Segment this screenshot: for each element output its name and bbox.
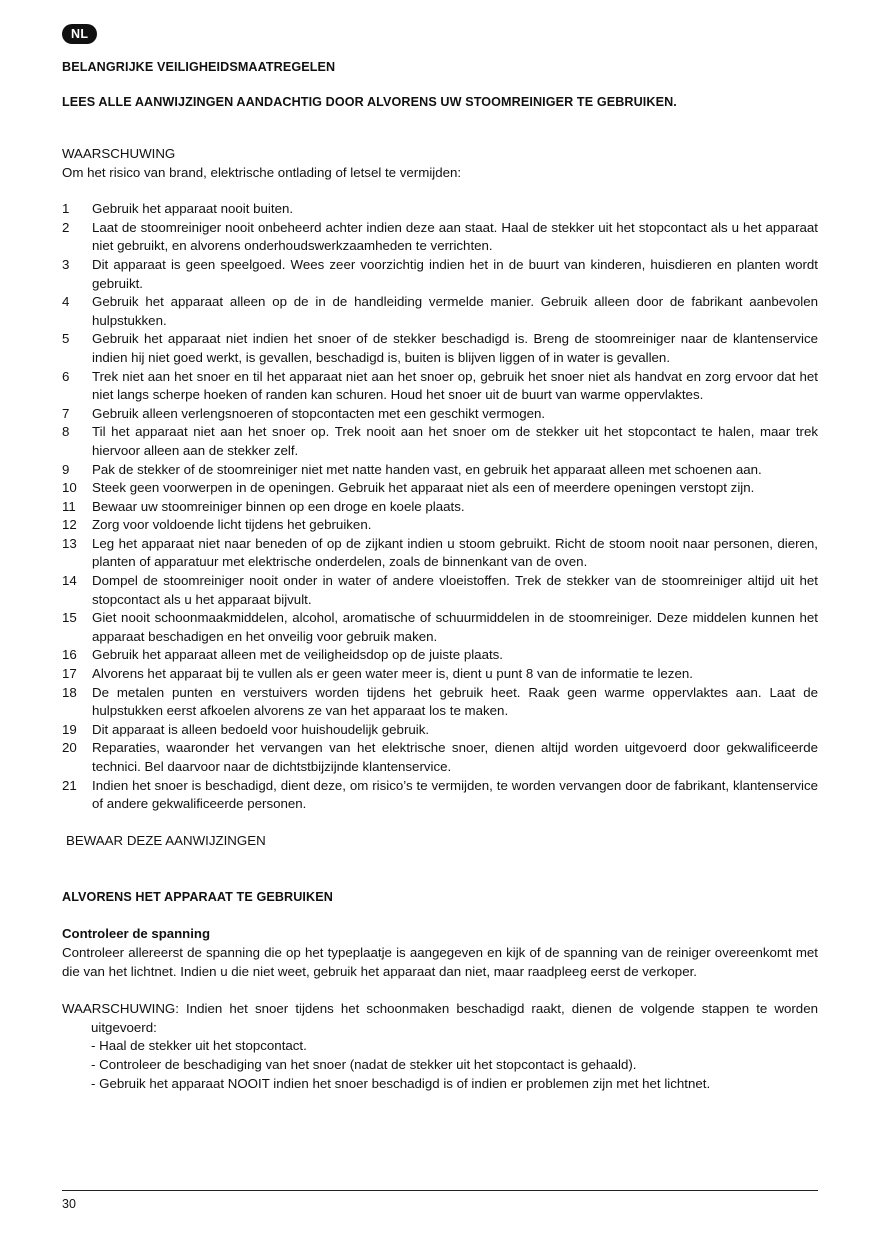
list-item-number: 4 — [62, 294, 70, 310]
voltage-paragraph: Controleer allereerst de spanning die op het typeplaatje is aangegeven en kijk of de spanning van de reiniger overeenkomt met die van het lichtnet. Indien u die niet weet, gebruik het apparaat dan niet, maar raadpleeg eerst de verkoper. — [62, 944, 818, 979]
safety-rules-list — [62, 200, 818, 814]
list-item-text: Dit apparaat is geen speelgoed. Wees zeer voorzichtig indien het in de buurt van kinderen, huisdieren en planten wordt gebruikt. — [92, 256, 818, 291]
list-item-text: Reparaties, waaronder het vervangen van het elektrische snoer, dienen altijd worden uitgevoerd door gekwalificeerde technici. Bel daarvoor naar de dichtstbijzijnde klantenservice. — [92, 740, 818, 774]
step-item: - Haal de stekker uit het stopcontact. — [91, 1038, 307, 1054]
list-item — [62, 405, 818, 424]
list-item — [62, 665, 818, 684]
cord-steps-list — [62, 1037, 818, 1093]
list-item — [62, 516, 818, 535]
warning-label: WAARSCHUWING — [62, 146, 176, 161]
footer-divider — [62, 1190, 818, 1191]
list-item — [62, 609, 818, 646]
cord-warning: WAARSCHUWING: Indien het snoer tijdens het schoonmaken beschadigd raakt, dienen de volgende stappen te worden uitgevoerd: — [62, 1001, 818, 1035]
list-item-text: Zorg voor voldoende licht tijdens het gebruiken. — [92, 517, 372, 533]
list-item-number: 14 — [62, 573, 77, 589]
list-item-text: Laat de stoomreiniger nooit onbeheerd achter indien deze aan staat. Haal de stekker uit het stopcontact als u het apparaat niet gebruikt, en alvorens onderhoudswerkzaamheden te verrichten. — [92, 219, 818, 254]
list-item-number: 1 — [62, 201, 70, 217]
list-item — [62, 739, 818, 776]
list-item-text: Pak de stekker of de stoomreiniger niet met natte handen vast, en gebruik het apparaat alleen met schoenen aan. — [92, 461, 762, 477]
keep-instructions-note: BEWAAR DEZE AANWIJZINGEN — [66, 832, 266, 848]
list-item-text: Til het apparaat niet aan het snoer op. Trek nooit aan het snoer om de stekker uit het stopcontact te halen, maar trek hiervoor alleen aan de stekker zelf. — [92, 424, 818, 458]
list-item — [62, 479, 818, 498]
list-item-text: Giet nooit schoonmaakmiddelen, alcohol, aromatische of schuurmiddelen in de stoomreiniger. Deze middelen kunnen het apparaat beschadigen en het onveilig voor gebruik maken. — [92, 610, 818, 644]
list-item-text: De metalen punten en verstuivers worden tijdens het gebruik heet. Raak geen warme oppervlaktes aan. Laat de hulpstukken eerst afkoelen alvorens ze van het apparaat los te maken. — [92, 684, 818, 719]
list-item — [62, 535, 818, 572]
list-item-number: 11 — [62, 498, 76, 514]
list-item-number: 5 — [62, 331, 70, 347]
list-item-text: Steek geen voorwerpen in de openingen. Gebruik het apparaat niet als een of meerdere openingen verstopt zijn. — [92, 480, 755, 496]
warning-intro: Om het risico van brand, elektrische ontlading of letsel te vermijden: — [62, 164, 462, 180]
list-item — [62, 256, 818, 293]
list-item — [62, 777, 818, 814]
list-item — [62, 200, 818, 219]
list-item-number: 15 — [62, 610, 77, 626]
list-item-number: 12 — [62, 517, 77, 533]
list-item-text: Gebruik het apparaat niet indien het snoer of de stekker beschadigd is. Breng de stoomreiniger naar de klantenservice indien hij niet goed werkt, is gevallen, beschadigd is, buiten is blijven liggen of in water is gevallen. — [92, 331, 818, 365]
list-item-number: 8 — [62, 424, 70, 440]
manual-page — [62, 24, 818, 1093]
list-item-number: 18 — [62, 684, 77, 700]
list-item — [62, 498, 818, 517]
list-item-text: Indien het snoer is beschadigd, dient deze, om risico’s te vermijden, te worden vervangen door de fabrikant, klantenservice of andere gekwalificeerde personen. — [92, 777, 818, 812]
list-item — [62, 572, 818, 609]
list-item-number: 17 — [62, 666, 77, 682]
list-item — [62, 646, 818, 665]
list-item-number: 21 — [62, 777, 77, 793]
list-item-text: Bewaar uw stoomreiniger binnen op een droge en koele plaats. — [92, 498, 465, 514]
list-item-text: Leg het apparaat niet naar beneden of op de zijkant indien u stoom gebruikt. Richt de stoom nooit naar personen, dieren, planten of apparatuur met elektrische onderdelen, zoals de binnenkant van de oven. — [92, 535, 818, 570]
list-item-text: Dompel de stoomreiniger nooit onder in water of andere vloeistoffen. Trek de stekker van de stoomreiniger altijd uit het stopcontact als u het apparaat bijvult. — [92, 573, 818, 607]
language-badge: NL — [62, 24, 97, 44]
list-item — [62, 368, 818, 405]
list-item-number: 7 — [62, 405, 70, 421]
list-item-number: 3 — [62, 256, 70, 272]
list-item-number: 20 — [62, 740, 77, 756]
list-item-text: Dit apparaat is alleen bedoeld voor huishoudelijk gebruik. — [92, 721, 430, 737]
list-item — [62, 684, 818, 721]
list-item-number: 13 — [62, 535, 77, 551]
list-item-text: Trek niet aan het snoer en til het apparaat niet aan het snoer op, gebruik het snoer niet als handvat en zorg ervoor dat het niet langs scherpe hoeken of randen kan schuren. Houd het snoer uit de buurt van warme oppervlaktes. — [92, 368, 818, 403]
list-item — [62, 293, 818, 330]
step-item: - Controleer de beschadiging van het snoer (nadat de stekker uit het stopcontact is gehaald). — [91, 1056, 637, 1072]
list-item-text: Gebruik alleen verlengsnoeren of stopcontacten met een geschikt vermogen. — [92, 405, 546, 421]
list-item-text: Gebruik het apparaat alleen op de in de handleiding vermelde manier. Gebruik alleen door de fabrikant aanbevolen hulpstukken. — [92, 294, 818, 328]
list-item — [62, 721, 818, 740]
list-item-number: 10 — [62, 480, 77, 496]
list-item-text: Gebruik het apparaat nooit buiten. — [92, 201, 294, 217]
page-title: BELANGRIJKE VEILIGHEIDSMAATREGELEN — [62, 60, 336, 74]
list-item — [62, 219, 818, 256]
list-item — [62, 423, 818, 460]
list-item-text: Gebruik het apparaat alleen met de veiligheidsdop op de juiste plaats. — [92, 647, 503, 663]
list-item-text: Alvorens het apparaat bij te vullen als er geen water meer is, dient u punt 8 van de informatie te lezen. — [92, 666, 693, 682]
list-item — [62, 461, 818, 480]
list-item-number: 19 — [62, 721, 77, 737]
page-subtitle: LEES ALLE AANWIJZINGEN AANDACHTIG DOOR ALVORENS UW STOOMREINIGER TE GEBRUIKEN. — [62, 95, 677, 109]
section-title: ALVORENS HET APPARAAT TE GEBRUIKEN — [62, 890, 333, 905]
section-subtitle: Controleer de spanning — [62, 926, 211, 942]
list-item-number: 16 — [62, 647, 77, 663]
step-item: - Gebruik het apparaat NOOIT indien het snoer beschadigd is of indien er problemen zijn met het lichtnet. — [91, 1075, 711, 1091]
page-number: 30 — [62, 1197, 76, 1211]
list-item-number: 2 — [62, 219, 70, 235]
list-item-number: 6 — [62, 368, 70, 384]
list-item — [62, 330, 818, 367]
list-item-number: 9 — [62, 461, 70, 477]
